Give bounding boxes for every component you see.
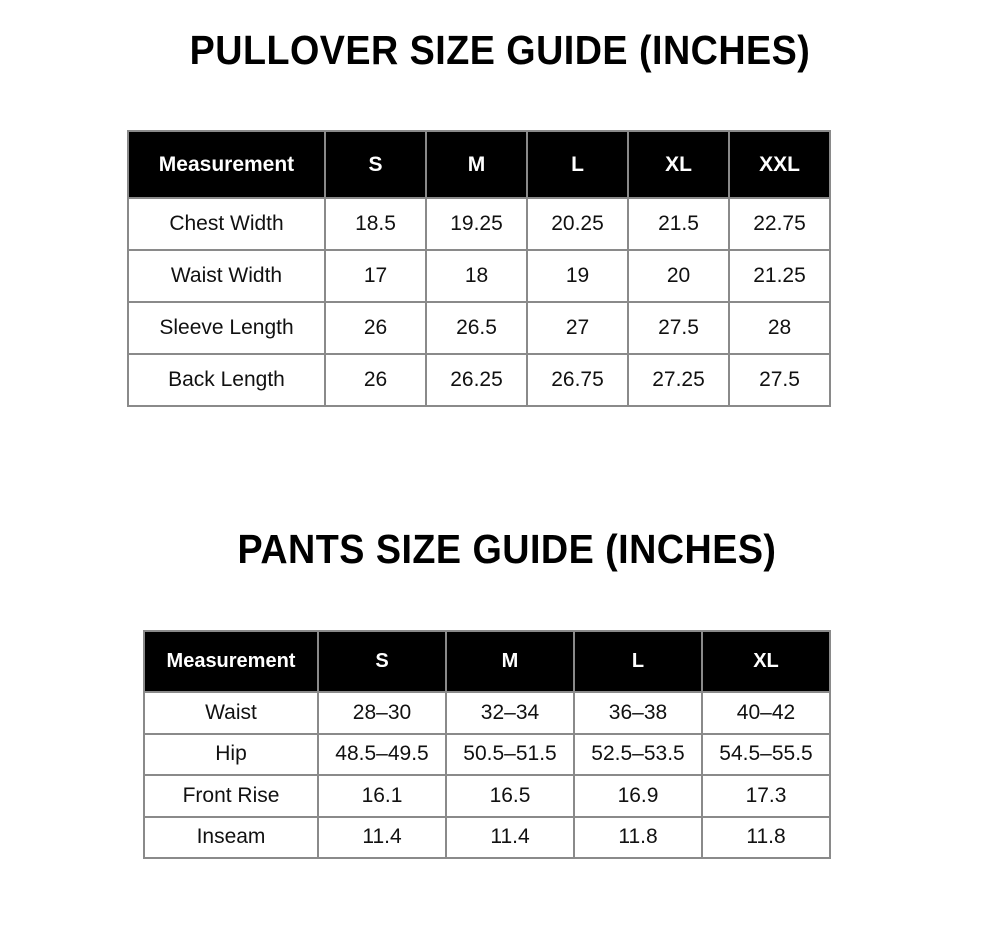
table-cell: 27.5 xyxy=(729,354,830,406)
table-cell: 32–34 xyxy=(446,692,574,734)
column-header-measurement: Measurement xyxy=(128,131,325,198)
column-header-l: L xyxy=(527,131,628,198)
table-row xyxy=(144,692,830,734)
table-cell: 36–38 xyxy=(574,692,702,734)
table-cell: 19 xyxy=(527,250,628,302)
table-cell: 28 xyxy=(729,302,830,354)
table-cell: 54.5–55.5 xyxy=(702,734,830,776)
table-cell: 20 xyxy=(628,250,729,302)
row-label: Hip xyxy=(144,734,318,776)
table-cell: 16.5 xyxy=(446,775,574,817)
table-cell: 11.4 xyxy=(318,817,446,859)
pants-size-table xyxy=(143,630,831,859)
table-cell: 16.9 xyxy=(574,775,702,817)
row-label: Inseam xyxy=(144,817,318,859)
table-cell: 18.5 xyxy=(325,198,426,250)
table-row xyxy=(144,734,830,776)
row-label: Waist Width xyxy=(128,250,325,302)
table-cell: 27.5 xyxy=(628,302,729,354)
table-cell: 21.25 xyxy=(729,250,830,302)
column-header-xxl: XXL xyxy=(729,131,830,198)
table-row xyxy=(128,250,830,302)
column-header-l: L xyxy=(574,631,702,692)
table-cell: 18 xyxy=(426,250,527,302)
row-label: Sleeve Length xyxy=(128,302,325,354)
row-label: Chest Width xyxy=(128,198,325,250)
column-header-s: S xyxy=(318,631,446,692)
table-cell: 50.5–51.5 xyxy=(446,734,574,776)
table-cell: 20.25 xyxy=(527,198,628,250)
row-label: Waist xyxy=(144,692,318,734)
column-header-s: S xyxy=(325,131,426,198)
pants-size-guide-title: PANTS SIZE GUIDE (INCHES) xyxy=(237,526,777,572)
table-cell: 26.25 xyxy=(426,354,527,406)
table-row xyxy=(144,775,830,817)
table-cell: 11.4 xyxy=(446,817,574,859)
column-header-m: M xyxy=(446,631,574,692)
table-cell: 22.75 xyxy=(729,198,830,250)
table-cell: 26 xyxy=(325,302,426,354)
table-cell: 26 xyxy=(325,354,426,406)
table-cell: 11.8 xyxy=(574,817,702,859)
table-cell: 17.3 xyxy=(702,775,830,817)
table-cell: 27 xyxy=(527,302,628,354)
table-header-row xyxy=(128,131,830,198)
column-header-m: M xyxy=(426,131,527,198)
table-cell: 27.25 xyxy=(628,354,729,406)
table-cell: 52.5–53.5 xyxy=(574,734,702,776)
column-header-measurement: Measurement xyxy=(144,631,318,692)
column-header-xl: XL xyxy=(628,131,729,198)
pullover-size-guide-title: PULLOVER SIZE GUIDE (INCHES) xyxy=(189,27,811,73)
table-row xyxy=(128,354,830,406)
table-row xyxy=(128,302,830,354)
table-row xyxy=(144,817,830,859)
table-cell: 21.5 xyxy=(628,198,729,250)
row-label: Front Rise xyxy=(144,775,318,817)
row-label: Back Length xyxy=(128,354,325,406)
table-cell: 11.8 xyxy=(702,817,830,859)
table-cell: 26.5 xyxy=(426,302,527,354)
table-cell: 48.5–49.5 xyxy=(318,734,446,776)
table-header-row xyxy=(144,631,830,692)
pullover-size-table xyxy=(127,130,831,407)
table-cell: 40–42 xyxy=(702,692,830,734)
column-header-xl: XL xyxy=(702,631,830,692)
table-cell: 16.1 xyxy=(318,775,446,817)
table-cell: 26.75 xyxy=(527,354,628,406)
table-cell: 19.25 xyxy=(426,198,527,250)
table-row xyxy=(128,198,830,250)
table-cell: 17 xyxy=(325,250,426,302)
table-cell: 28–30 xyxy=(318,692,446,734)
